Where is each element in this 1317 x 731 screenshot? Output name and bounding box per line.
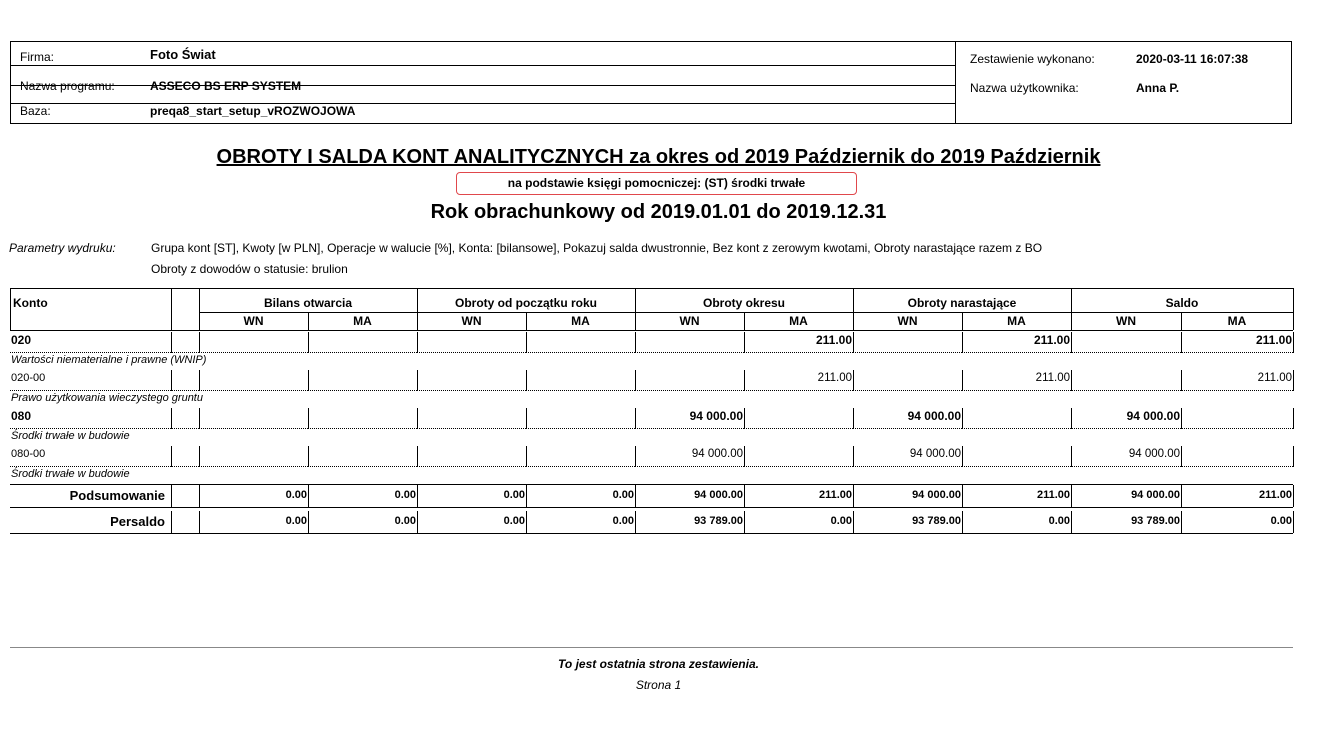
column-line bbox=[171, 288, 172, 312]
account-row bbox=[10, 408, 1293, 429]
amount-cell bbox=[635, 332, 744, 353]
persaldo-row-amount: 0.00 bbox=[285, 515, 307, 527]
persaldo-row-amount: 93 789.00 bbox=[912, 515, 961, 527]
amount-cell: 94 000.00 bbox=[853, 408, 962, 429]
amount-cell: 94 000.00 bbox=[635, 408, 744, 429]
amount-cell: 94 000.00 bbox=[635, 446, 744, 467]
amount-cell bbox=[199, 332, 308, 353]
column-line bbox=[1293, 332, 1294, 353]
summary-row-amount: 0.00 bbox=[503, 489, 525, 501]
amount-cell: 94 000.00 bbox=[853, 446, 962, 467]
column-line bbox=[171, 485, 172, 507]
amount-cell bbox=[308, 370, 417, 391]
last-page-note: To jest ostatnia strona zestawienia. bbox=[558, 657, 759, 671]
report-subtitle: na podstawie księgi pomocniczej: (ST) środki trwałe bbox=[456, 172, 857, 195]
amount-cell: 211.00 bbox=[962, 370, 1071, 391]
persaldo-row-amount: 0.00 bbox=[830, 515, 852, 527]
persaldo-row-amount: 0.00 bbox=[503, 515, 525, 527]
amount-cell bbox=[744, 446, 853, 467]
summary-row-amount: 94 000.00 bbox=[912, 489, 961, 501]
amount-cell: 211.00 bbox=[1181, 332, 1293, 353]
account-description: Prawo użytkowania wieczystego gruntu bbox=[11, 392, 203, 404]
account-blank-cell bbox=[171, 370, 199, 391]
firma-label: Firma: bbox=[20, 50, 54, 64]
amount-cell bbox=[1181, 446, 1293, 467]
group-header: Bilans otwarcia bbox=[263, 296, 353, 310]
amount-cell bbox=[853, 332, 962, 353]
account-row bbox=[10, 332, 1293, 353]
program-value: ASSECO BS ERP SYSTEM bbox=[150, 79, 302, 93]
amount-cell bbox=[199, 408, 308, 429]
amount-cell: 94 000.00 bbox=[1071, 446, 1181, 467]
ma-header: MA bbox=[571, 314, 590, 328]
wn-header: WN bbox=[1116, 314, 1136, 328]
column-line bbox=[1293, 370, 1294, 391]
account-row bbox=[10, 446, 1293, 467]
program-label: Nazwa programu: bbox=[20, 79, 115, 93]
column-line bbox=[1293, 288, 1294, 312]
report-header-box bbox=[10, 41, 1292, 124]
amount-cell bbox=[526, 446, 635, 467]
table-header-row-groups bbox=[10, 288, 1293, 312]
summary-row-amount: 0.00 bbox=[612, 489, 634, 501]
account-blank-cell bbox=[171, 408, 199, 429]
column-line bbox=[1293, 312, 1294, 330]
account-number: 020 bbox=[10, 332, 171, 353]
page-number: Strona 1 bbox=[635, 678, 682, 692]
column-line bbox=[1293, 446, 1294, 467]
created-label: Zestawienie wykonano: bbox=[970, 52, 1095, 66]
amount-cell bbox=[526, 408, 635, 429]
amount-cell: 211.00 bbox=[962, 332, 1071, 353]
amount-cell bbox=[962, 408, 1071, 429]
params-line-1: Grupa kont [ST], Kwoty [w PLN], Operacje w walucie [%], Konta: [bilansowe], Pokazuj salda dwustronnie, Bez kont z zerowym kwotami, Obroty narastające razem z BO bbox=[151, 241, 1043, 255]
summary-row-bottom-line bbox=[10, 507, 1293, 508]
group-header: Saldo bbox=[1165, 296, 1199, 310]
amount-cell bbox=[526, 370, 635, 391]
ma-header: MA bbox=[1007, 314, 1026, 328]
amount-cell bbox=[417, 408, 526, 429]
summary-row-amount: 211.00 bbox=[1258, 489, 1292, 501]
amount-cell bbox=[853, 370, 962, 391]
summary-row-amount: 211.00 bbox=[1036, 489, 1070, 501]
persaldo-row-bottom-line bbox=[10, 533, 1293, 534]
amount-cell bbox=[962, 446, 1071, 467]
amount-cell bbox=[308, 332, 417, 353]
footer-divider bbox=[10, 647, 1293, 648]
account-row bbox=[10, 370, 1293, 391]
params-label: Parametry wydruku: bbox=[9, 241, 116, 255]
persaldo-row-amount: 93 789.00 bbox=[694, 515, 743, 527]
wn-header: WN bbox=[243, 314, 264, 328]
report-title: OBROTY I SALDA KONT ANALITYCZNYCH za okres od 2019 Październik do 2019 Październik bbox=[216, 146, 1101, 168]
firma-value: Foto Świat bbox=[150, 47, 216, 62]
persaldo-row bbox=[10, 511, 1293, 533]
wn-header: WN bbox=[461, 314, 482, 328]
amount-cell bbox=[308, 446, 417, 467]
header-row-line bbox=[11, 65, 955, 66]
summary-row-amount: 0.00 bbox=[394, 489, 416, 501]
persaldo-row-amount: 93 789.00 bbox=[1131, 515, 1180, 527]
amount-cell bbox=[744, 408, 853, 429]
column-line bbox=[10, 288, 11, 312]
user-label: Nazwa użytkownika: bbox=[970, 81, 1079, 95]
group-header: Obroty narastające bbox=[907, 296, 1017, 310]
amount-cell: 211.00 bbox=[744, 332, 853, 353]
amount-cell bbox=[635, 370, 744, 391]
summary-row-amount: 94 000.00 bbox=[1131, 489, 1180, 501]
persaldo-row-amount: 0.00 bbox=[1048, 515, 1070, 527]
wn-header: WN bbox=[897, 314, 918, 328]
amount-cell bbox=[417, 332, 526, 353]
persaldo-row-amount: 0.00 bbox=[394, 515, 416, 527]
amount-cell: 211.00 bbox=[1181, 370, 1293, 391]
persaldo-row-amount: 0.00 bbox=[1270, 515, 1292, 527]
created-value: 2020-03-11 16:07:38 bbox=[1136, 52, 1249, 66]
persaldo-row-amount: 0.00 bbox=[612, 515, 634, 527]
amount-cell bbox=[526, 332, 635, 353]
summary-row-amount: 0.00 bbox=[285, 489, 307, 501]
amount-cell bbox=[199, 370, 308, 391]
fiscal-year: Rok obrachunkowy od 2019.01.01 do 2019.12.31 bbox=[430, 201, 887, 223]
amount-cell bbox=[417, 446, 526, 467]
account-number: 080 bbox=[10, 408, 171, 429]
account-blank-cell bbox=[171, 446, 199, 467]
ma-header: MA bbox=[353, 314, 372, 328]
amount-cell bbox=[1071, 370, 1181, 391]
persaldo-row-label: Persaldo bbox=[110, 514, 165, 529]
account-blank-cell bbox=[171, 332, 199, 353]
ma-header: MA bbox=[1227, 314, 1247, 328]
column-line bbox=[171, 312, 172, 330]
account-description: Wartości niematerialne i prawne (WNIP) bbox=[11, 354, 207, 366]
ma-header: MA bbox=[789, 314, 808, 328]
amount-cell bbox=[1181, 408, 1293, 429]
summary-row-label: Podsumowanie bbox=[69, 488, 165, 503]
amount-cell: 211.00 bbox=[744, 370, 853, 391]
amount-cell: 94 000.00 bbox=[1071, 408, 1181, 429]
table-header-row-wnma bbox=[10, 312, 1293, 330]
params-line-2: Obroty z dowodów o statusie: brulion bbox=[151, 262, 348, 276]
amount-cell bbox=[308, 408, 417, 429]
group-header: Obroty od początku roku bbox=[454, 296, 597, 310]
account-description: Środki trwałe w budowie bbox=[11, 430, 130, 442]
summary-row-amount: 211.00 bbox=[818, 489, 852, 501]
baza-value: preqa8_start_setup_vROZWOJOWA bbox=[150, 104, 356, 118]
amount-cell bbox=[199, 446, 308, 467]
wn-header: WN bbox=[679, 314, 700, 328]
column-line bbox=[1293, 408, 1294, 429]
account-number: 080-00 bbox=[10, 446, 171, 467]
column-line bbox=[171, 511, 172, 533]
group-header: Obroty okresu bbox=[702, 296, 786, 310]
konto-header: Konto bbox=[13, 296, 48, 310]
header-bottom-line bbox=[10, 330, 1293, 331]
baza-label: Baza: bbox=[20, 104, 51, 118]
summary-row bbox=[10, 485, 1293, 507]
column-line bbox=[1293, 511, 1294, 533]
column-line bbox=[10, 312, 11, 330]
user-value: Anna P. bbox=[1136, 81, 1180, 95]
summary-row-amount: 94 000.00 bbox=[694, 489, 743, 501]
account-description: Środki trwałe w budowie bbox=[11, 468, 130, 480]
amount-cell bbox=[417, 370, 526, 391]
amount-cell bbox=[1071, 332, 1181, 353]
account-number: 020-00 bbox=[10, 370, 171, 391]
header-divider bbox=[955, 42, 956, 123]
column-line bbox=[1293, 485, 1294, 507]
